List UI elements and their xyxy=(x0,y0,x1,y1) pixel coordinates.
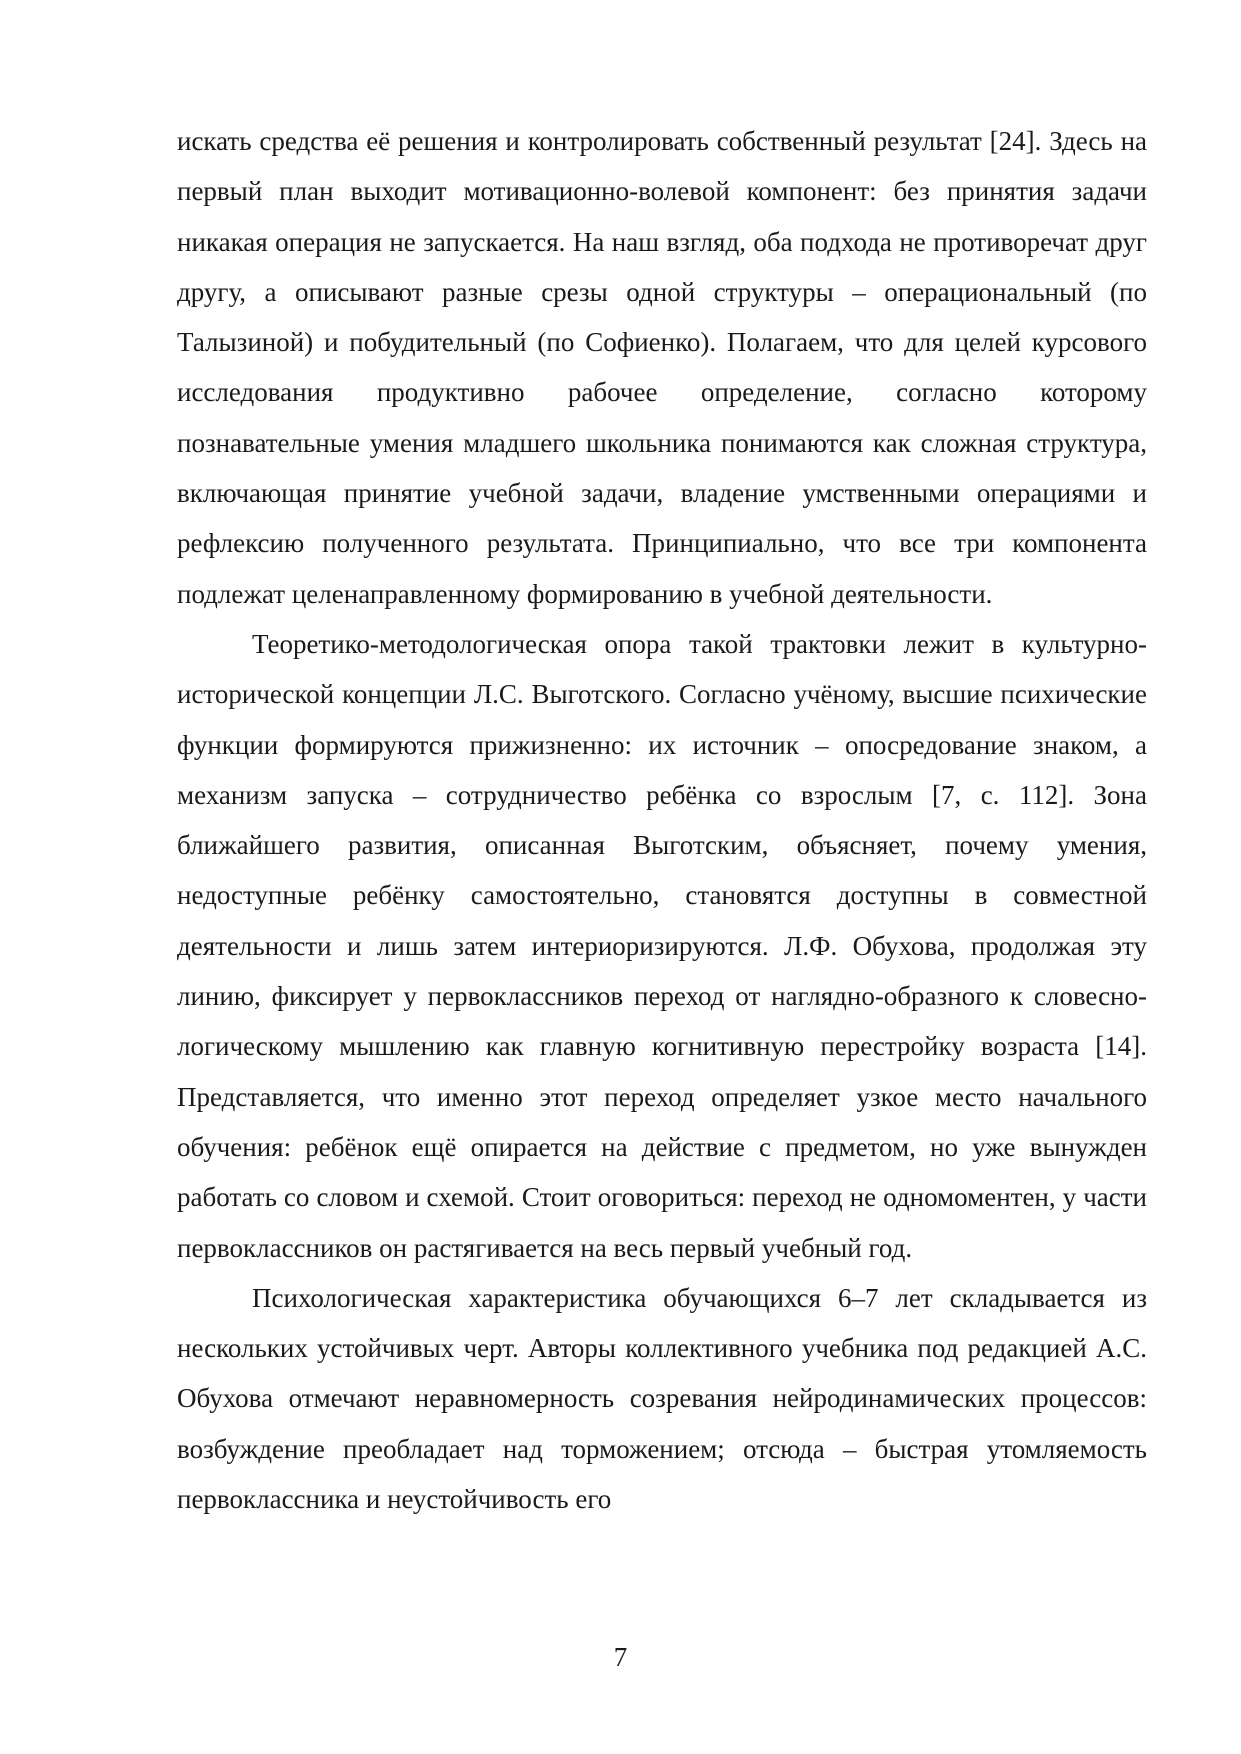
paragraph-1: искать средства её решения и контролировать собственный результат [24]. Здесь на первый план выходит мотивационно-волевой компонент: без принятия задачи никакая операция не запускается. На наш взгляд, оба подхода не противоречат друг другу, а описывают разные срезы одной структуры – операциональный (по Талызиной) и побудительный (по Софиенко). Полагаем, что для целей курсового исследования продуктивно рабочее определение, согласно которому познавательные умения младшего школьника понимаются как сложная структура, включающая принятие учебной задачи, владение умственными операциями и рефлексию полученного результата. Принципиально, что все три компонента подлежат целенаправленному формированию в учебной деятельности. xyxy=(177,126,1147,609)
paragraph-3: Психологическая характеристика обучающихся 6–7 лет складывается из нескольких устойчивых черт. Авторы коллективного учебника под редакцией А.С. Обухова отмечают неравномерность созревания нейродинамических процессов: возбуждение преобладает над торможением; отсюда – быстрая утомляемость первоклассника и неустойчивость его xyxy=(177,1282,1147,1515)
paragraph-2: Теоретико-методологическая опора такой трактовки лежит в культурно-исторической концепции Л.С. Выготского. Согласно учёному, высшие психические функции формируются прижизненно: их источник – опосредование знаком, а механизм запуска – сотрудничество ребёнка со взрослым [7, с. 112]. Зона ближайшего развития, описанная Выготским, объясняет, почему умения, недоступные ребёнку самостоятельно, становятся доступны в совместной деятельности и лишь затем интериоризируются. Л.Ф. Обухова, продолжая эту линию, фиксирует у первоклассников переход от наглядно-образного к словесно-логическому мышлению как главную когнитивную перестройку возраста [14]. Представляется, что именно этот переход определяет узкое место начального обучения: ребёнок ещё опирается на действие с предметом, но уже вынужден работать со словом и схемой. Стоит оговориться: переход не одномоментен, у части первоклассников он растягивается на весь первый учебный год. xyxy=(177,628,1147,1263)
body-text xyxy=(177,116,1147,1524)
page-number: 7 xyxy=(613,1642,628,1672)
